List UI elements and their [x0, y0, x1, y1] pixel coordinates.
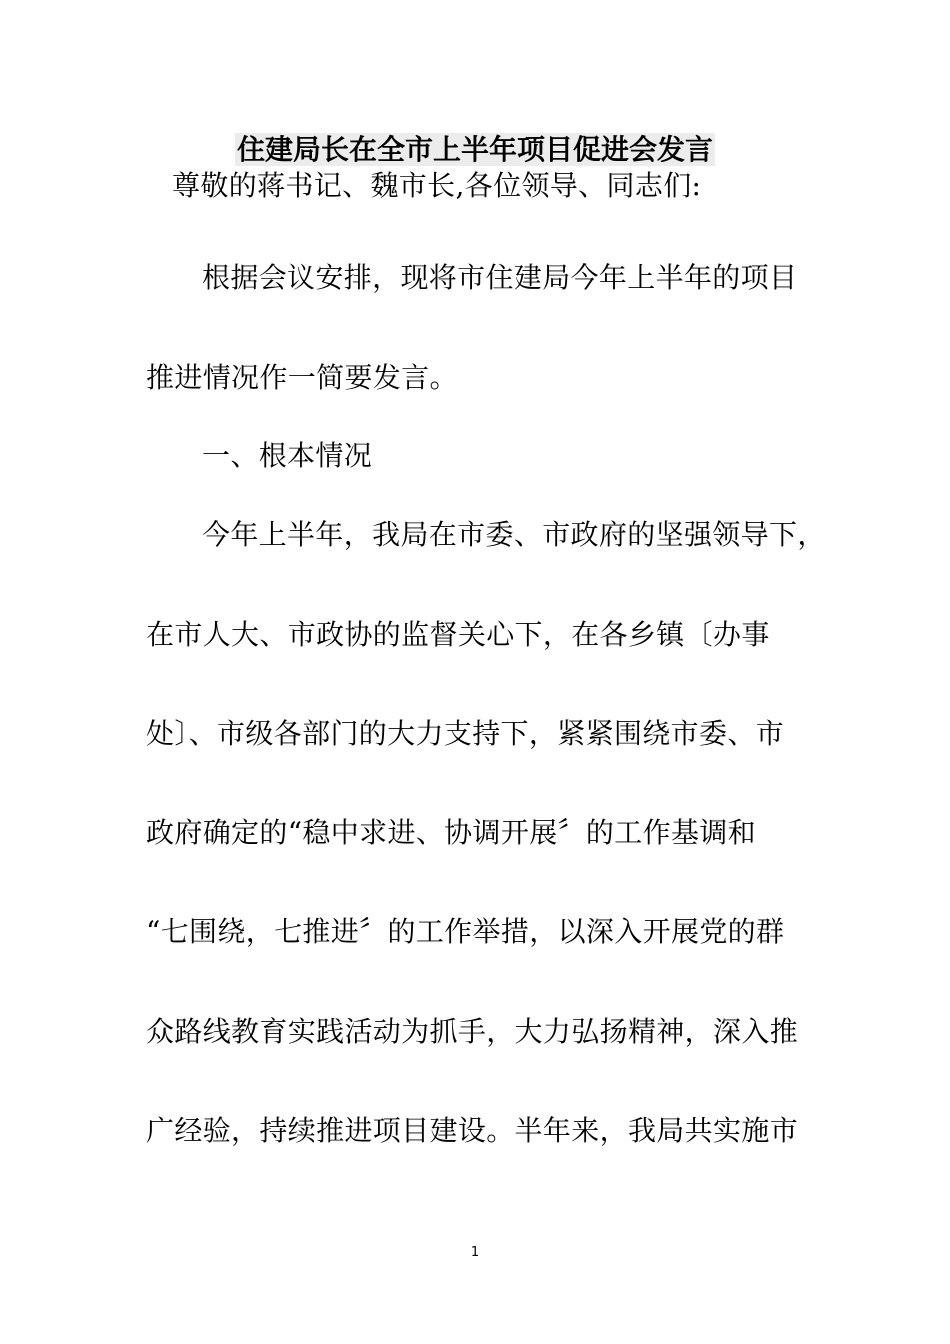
body-line: 今年上半年，我局在市委、市政府的坚强领导下， [202, 518, 826, 551]
body-line: 众路线教育实践活动为抓手，大力弘扬精神，深入推 [146, 1015, 799, 1048]
page-number: 1 [470, 1245, 480, 1260]
body-line: 推进情况作一简要发言。 [146, 361, 458, 394]
document-title-text: 住建局长在全市上半年项目促进会发言 [236, 133, 713, 166]
body-line: 处〕、市级各部门的大力支持下，紧紧围绕市委、市 [146, 717, 785, 750]
body-line: “七围绕，七推进〞的工作举措，以深入开展党的群 [146, 915, 785, 948]
section-heading: 一、根本情况 [202, 439, 373, 472]
body-line: 在市人大、市政协的监督关心下，在各乡镇〔办事 [146, 618, 770, 651]
body-line: 广经验，持续推进项目建设。半年来，我局共实施市 [146, 1114, 799, 1147]
body-line: 根据会议安排，现将市住建局今年上半年的项目 [202, 261, 798, 294]
salutation-line: 尊敬的蒋书记、魏市长,各位领导、同志们: [172, 169, 702, 202]
body-line: 政府确定的“稳中求进、协调开展〞的工作基调和 [146, 816, 757, 849]
